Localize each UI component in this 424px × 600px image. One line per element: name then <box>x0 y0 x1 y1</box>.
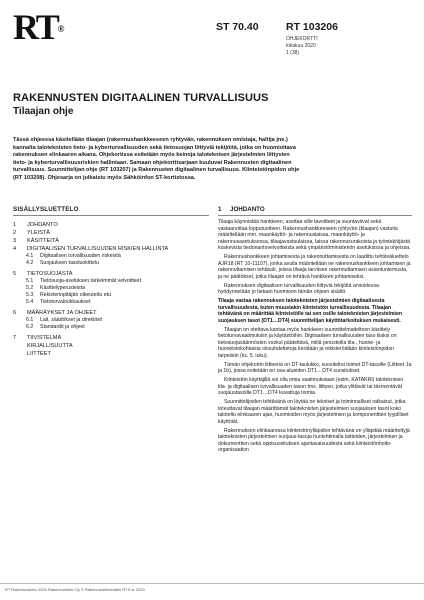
toc-item[interactable] <box>13 229 209 237</box>
toc-item-number: 6.2 <box>26 324 34 330</box>
intro-paragraph: Tässä ohjeessa käsitellään tilaajan (rakennushankkeeseen ryhtyvän, rakennuksen omistaja, haltija jne.) kannalta taloteknisten tieto- ja kyberturvallisuuden sekä tietosuojan liittyviä tekijöitä, jotka on huomioitava rakennuksen elinkaaren aikana. Ohjekortissa esitetään myös keinoja taloteknisen järjestelmien liittyvien tieto- ja kyberturvallisuusriskien hallintaan. Samaan ohjekorttisarjaan kuuluvat Rakennusten digitaalinen turvallisuus. Suunnittelijan ohje (RT 103207) ja Rakennusten digitaalinen turvallisuus. Kiinteistönpidon ohje (RT 103208). Ohjesarja on julkaistu myös Sähköinfon ST-kortistossa. <box>13 137 300 181</box>
toc-item[interactable] <box>13 270 209 278</box>
toc-item[interactable] <box>13 350 209 358</box>
toc-item-number: 3 <box>13 238 17 244</box>
registered-mark: ® <box>57 24 65 34</box>
toc-item-number <box>13 342 27 350</box>
toc-item-label: TIIVISTELMÄ <box>27 335 62 341</box>
card-date: lokakuu 2020 <box>286 43 316 49</box>
toc-item[interactable] <box>13 245 209 253</box>
body-paragraph: Rakennuksen digitaalisen turvallisuuden liittyviä tekijöitä arvioidessa hyödynnetään jo tietaan huomioon tämän ohjeen sisältö. <box>218 282 379 295</box>
toc-item-label: YLEISTÄ <box>27 230 51 236</box>
toc-item-number: 7 <box>13 335 17 341</box>
toc-item-label: Suojauksen tasoluokittelu <box>40 260 99 266</box>
table-of-contents <box>13 221 209 358</box>
toc-item-label: Käsittelyperusteista <box>40 285 85 291</box>
toc-item[interactable] <box>13 285 209 292</box>
section-divider <box>218 215 412 216</box>
document-subtitle: Tilaajan ohje <box>13 106 74 117</box>
toc-item-label: KIRJALLISUUTTA <box>27 343 73 349</box>
toc-item-number: 5.4 <box>26 299 34 305</box>
toc-item[interactable] <box>13 342 209 350</box>
st-code: ST 70.40 <box>216 21 259 33</box>
toc-item-label: LIITTEET <box>27 351 51 357</box>
toc-item-number: 2 <box>13 230 17 236</box>
body-paragraph: Tilaajan on otettava kantaa myös hankkeen suunnittelmaiteltoon käsittely tietoturvavaatimuksiin ja käytäntöihin. Digitaalisen turvallisuuden taso liiaksi on tietosuojasäännösten vuoksi päätettävä, millä perusteilla tila-, huone- ja huoneistokohtaisia olosuhdetietoja kerätään ja rekisteröidään kiinteistönpidon tarpeisiin (ks. 5. luku). <box>218 326 397 359</box>
toc-item[interactable] <box>13 334 209 342</box>
toc-item-number: 5.3 <box>26 292 34 298</box>
toc-item-label: Tietosuoja-asetuksen tärkeimmät velvoitteet <box>40 278 142 284</box>
toc-item[interactable] <box>13 278 209 285</box>
toc-item-label: Tietoturvaloukkaukset <box>40 299 91 305</box>
toc-item[interactable] <box>13 260 209 267</box>
body-paragraph: Tilaaja käynnistää hankkeen, asettaa sille tavoitteet ja suuntaviivat sekä vastaanottaa lopputuotteen. Rakennushankkeeseen ryhtyvän (tilaajan) vastuita määritellään mm. maankäyttö- ja rakennuslaissa, maankäyttö- ja rakennusasetuksessa, tilaajavastuulaissa, laissa rakennusurakoista ja työnteköijästä koskevista tiedonantovelvoitteista sekä ympäristöministeriön asetuksissa ja ohjeissa. <box>218 219 411 251</box>
toc-item-number <box>13 350 27 358</box>
toc-item-label: TIETOSUOJASTA <box>27 271 73 277</box>
toc-item-label: JOHDANTO <box>27 222 58 228</box>
toc-item[interactable] <box>13 309 209 317</box>
body-paragraph: Tämän ohjekortin liitteenä on DT-taulukko, suositeltut toimet DT-tasoille (Liitteet 1a ja 1b), jossa esitetään eri osa-alueiden DT1…DT4 suositukset. <box>218 361 412 374</box>
rt-logo <box>13 9 64 45</box>
card-pages: 1 (38) <box>286 50 300 56</box>
card-type: OHJEKORTTI <box>286 36 318 42</box>
toc-item-label: Lait, säädökset ja direktiivit <box>40 317 102 323</box>
toc-item[interactable] <box>13 221 209 229</box>
toc-item-number: 5 <box>13 271 17 277</box>
toc-item-label: KÄSITTEITÄ <box>27 238 60 244</box>
toc-item-number: 6 <box>13 310 17 316</box>
footer-divider <box>0 583 424 584</box>
section-heading: 1 JOHDANTO <box>218 206 265 213</box>
toc-item-label: DIGITAALISEN TURVALLISUUDEN RISKIEN HALLINTA <box>27 246 169 252</box>
toc-item[interactable] <box>13 253 209 260</box>
toc-item-number: 5.1 <box>26 278 34 284</box>
toc-item-number: 1 <box>13 222 17 228</box>
toc-divider <box>13 215 209 216</box>
body-paragraph: Rakennuksen elinkaaressa kiinteistönylläpidon tehtävänä on ylläpitää määritettyjä taloteknisten järjestelmien suojaus-tasoja huolehtimalla laitteiden, järjestelmien ja dokumenttien sekä oppisuosituksen ajantasaisuudesta sekä kiinteistönhoito-organisaation <box>218 427 410 453</box>
toc-item-number: 4 <box>13 246 17 252</box>
toc-item[interactable] <box>13 237 209 245</box>
toc-item-label: MÄÄRÄYKSET JA OHJEET <box>27 310 97 316</box>
card-meta <box>286 36 318 57</box>
toc-item[interactable] <box>13 292 209 299</box>
toc-item-label: Standardit ja ohjeet <box>40 324 85 330</box>
page-footer: RT Rakennustieto 2020 Rakennustieto Oy © Rakennustietosäätiö RTS sr 2020 <box>5 587 145 592</box>
toc-heading: SISÄLLYSLUETTELO <box>13 206 79 213</box>
toc-item[interactable] <box>13 299 209 306</box>
body-paragraph: Suunnittelijoiden tehtävänä on löytää ne tekniset ja toiminnalliset ratkaisut, jotka toteuttavat tilaajan määrittämät taloteknisten järjestelmien suojauksen tasot koko taloteltu elinkaaren ajan, huomioiden myös järjestelmien ja komponenttien tyypilliset käyttöiät. <box>218 399 409 425</box>
toc-item[interactable] <box>13 324 209 331</box>
section-body <box>218 219 412 456</box>
rt-code: RT 103206 <box>286 21 338 33</box>
body-paragraph: Rakennushankkeen johtamisesta ja rakennuttamisesta on laadittu tehtäväluettelo AJR18 (RT 10-11107), jonka avulla määritellään ne rakennushankkeen johtamisen ja rakennuttamisen tehtävät, joissa tilaaja tarvitsee rakennuttamisen asiantuntemusta, ja ne päätökset, jotka tilaajan on tehtävä hankkeen johtamiseksi. <box>218 254 411 280</box>
body-paragraph: Kiinteistön käyttäjillä voi olla omia vaatimuksiaan (esim. KATAKRI) taloteknisen tila- ja digitaalisen turvallisuuden tason tms. liittyen, jotka ylittävät tai täsmentävät suojaustasoille DT1…DT4 kuvattuja toimia. <box>218 377 404 396</box>
toc-item-number: 4.1 <box>26 253 34 259</box>
toc-item-label: Digitaalisen turvallisuuden riskeistä <box>40 253 121 259</box>
logo-text: RT <box>13 7 58 47</box>
toc-item-number: 4.2 <box>26 260 34 266</box>
toc-item-label: Rekisterinpitäjän oikeutettu etu <box>40 292 111 298</box>
toc-item-number: 6.1 <box>26 317 34 323</box>
toc-item[interactable] <box>13 317 209 324</box>
body-paragraph: Tilaaja vastaa rakennuksen taloteknisten järjestelmien digitaalisesta turvallisuudesta, kuten muustakin kiinteistön turvallisuudesta. Tilaajan tehtävänä on määrittää kiinteistölle tai sen osille taloteknisten järjestelmien suojauksen tasot (DT1…DT4) suunnittelijan käyttötarkoituksen mukaisesti. <box>218 298 402 324</box>
document-title: RAKENNUSTEN DIGITAALINEN TURVALLISUUS <box>13 92 269 104</box>
toc-item-number: 5.2 <box>26 285 34 291</box>
